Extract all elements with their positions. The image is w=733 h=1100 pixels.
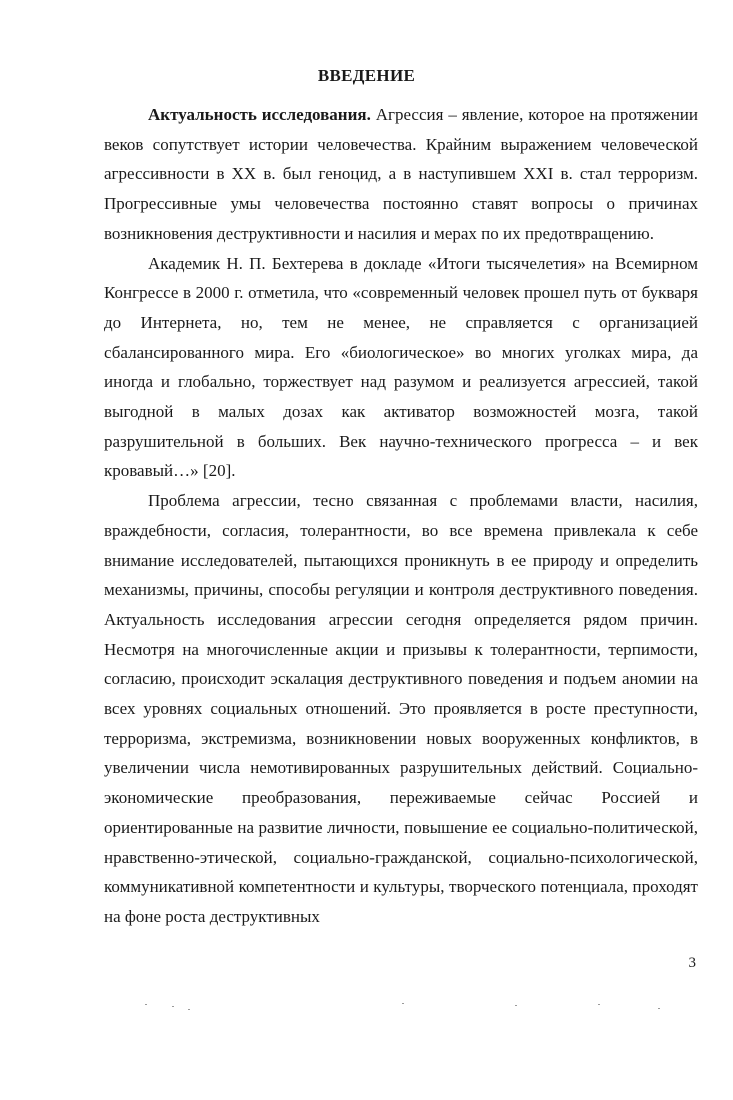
scan-speck bbox=[145, 1004, 147, 1005]
page-title: ВВЕДЕНИЕ bbox=[317, 66, 416, 85]
scan-speck bbox=[172, 1006, 174, 1007]
paragraph-text: Академик Н. П. Бехтерева в докладе «Итоги тысячелетия» на Всемирном Конгрессе в 2000 г. отметила, что «современный человек прошел путь от букваря до Интернета, но, тем не менее, не справляется с организацией сбалансированного мира. Его «биологическое» во многих уголках мира, да иногда и глобально, торжествует над разумом и реализуется агрессией, такой выгодной в малых дозах как активатор возможностей мозга, такой разрушительной в больших. Век научно-технического прогресса – и век кровавый…» [20]. bbox=[104, 253, 698, 481]
scan-speck bbox=[658, 1008, 660, 1009]
paragraph-3 bbox=[104, 486, 698, 932]
scan-speck bbox=[402, 1003, 404, 1004]
paragraph-1 bbox=[104, 100, 698, 249]
paragraph-text: Агрессия – явление, которое на протяжении веков сопутствует истории человечества. Крайним выражением человеческой агрессивности в XX в. был геноцид, а в наступившем XXI в. стал терроризм. Прогрессивные умы человечества постоянно ставят вопросы о причинах возникновения деструктивности и насилия и мерах по их предотвращению. bbox=[104, 105, 698, 243]
paragraph-text: Проблема агрессии, тесно связанная с проблемами власти, насилия, враждебности, согласия, толерантности, во все времена привлекала к себе внимание исследователей, пытающихся проникнуть в ее природу и определить механизмы, причины, способы регуляции и контроля деструктивного поведения. Актуальность исследования агрессии сегодня определяется рядом причин. Несмотря на многочисленные акции и призывы к толерантности, терпимости, согласию, происходит эскалация деструктивного поведения и подъем аномии на всех уровнях социальных отношений. Это проявляется в росте преступности, терроризма, экстремизма, возникновении новых вооруженных конфликтов, в увеличении числа немотивированных разрушительных действий. Социально-экономические преобразования, переживаемые сейчас Россией и ориентированные на развитие личности, повышение ее социально-политической, нравственно-этической, социально-гражданской, социально-психологической, коммуникативной компетентности и культуры, творческого потенциала, проходят на фоне роста деструктивных bbox=[104, 491, 698, 926]
page-number: 3 bbox=[688, 955, 696, 971]
scan-speck bbox=[515, 1005, 517, 1006]
paragraph-lead: Актуальность исследования. bbox=[148, 105, 371, 124]
scan-speck bbox=[598, 1004, 600, 1005]
paragraph-2 bbox=[104, 249, 698, 487]
body-text bbox=[104, 100, 698, 932]
scan-speck bbox=[188, 1009, 190, 1010]
